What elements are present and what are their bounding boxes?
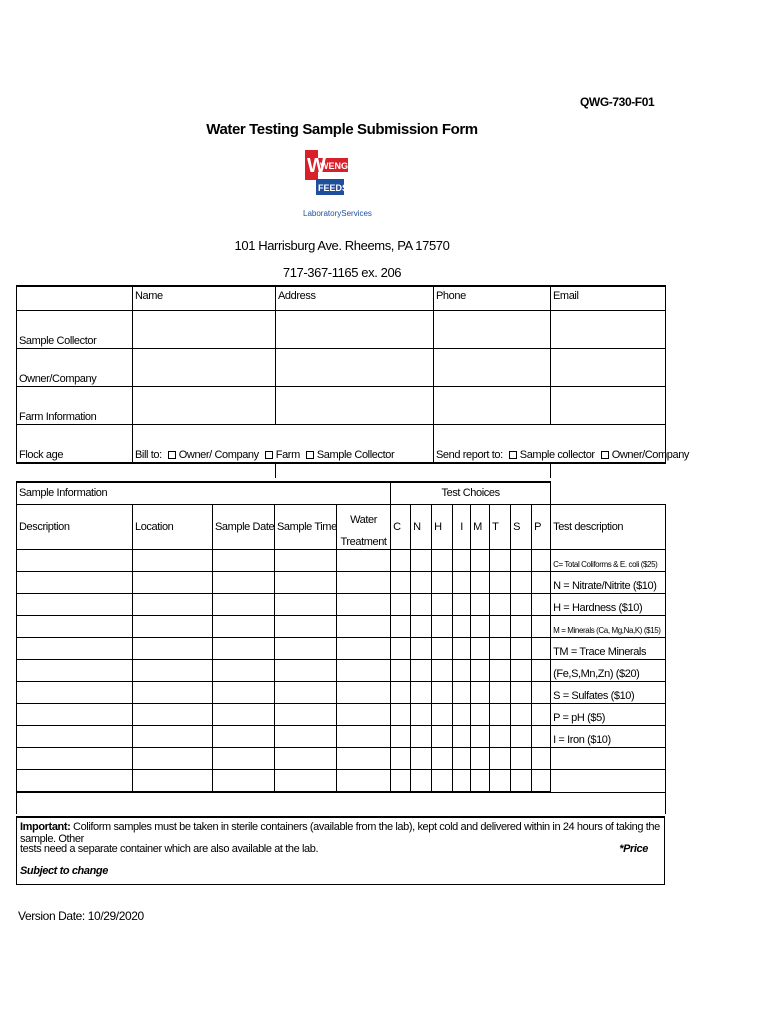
sample-entry-cell[interactable] bbox=[275, 748, 337, 770]
sample-entry-cell[interactable] bbox=[17, 638, 133, 660]
bill-farm-label: Farm bbox=[275, 449, 300, 461]
test-choice-cell[interactable] bbox=[411, 594, 432, 616]
sample-entry-cell[interactable] bbox=[213, 638, 275, 660]
sample-entry-cell[interactable] bbox=[337, 550, 391, 572]
test-choice-cell[interactable] bbox=[511, 704, 532, 726]
sample-entry-cell[interactable] bbox=[337, 660, 391, 682]
sample-entry-cell[interactable] bbox=[275, 770, 337, 793]
test-choice-cell[interactable] bbox=[432, 660, 453, 682]
sample-entry-cell[interactable] bbox=[337, 682, 391, 704]
test-choice-cell[interactable] bbox=[511, 594, 532, 616]
sample-collector-phone-field[interactable] bbox=[434, 311, 551, 349]
test-choice-cell[interactable] bbox=[411, 616, 432, 638]
test-choice-cell[interactable] bbox=[490, 770, 511, 793]
sample-entry-cell[interactable] bbox=[17, 770, 133, 793]
sample-table bbox=[16, 481, 666, 814]
test-choice-cell[interactable] bbox=[490, 726, 511, 748]
test-choice-cell[interactable] bbox=[453, 748, 471, 770]
col-test-n: N bbox=[411, 505, 432, 550]
header-address: Address bbox=[276, 286, 434, 311]
test-choice-cell[interactable] bbox=[453, 550, 471, 572]
report-collector-label: Sample collector bbox=[519, 449, 595, 461]
logo-word-feeds: FEEDS bbox=[318, 183, 349, 193]
test-choice-cell[interactable] bbox=[411, 572, 432, 594]
test-description-cell: M = Minerals (Ca, Mg,Na,K) ($15) bbox=[551, 616, 666, 638]
test-choice-cell[interactable] bbox=[411, 726, 432, 748]
sample-entry-cell[interactable] bbox=[133, 660, 213, 682]
sample-entry-cell[interactable] bbox=[133, 572, 213, 594]
header-phone: Phone bbox=[434, 286, 551, 311]
test-choice-cell[interactable] bbox=[471, 616, 490, 638]
sample-entry-cell[interactable] bbox=[133, 770, 213, 793]
sample-entry-cell[interactable] bbox=[337, 704, 391, 726]
test-choice-cell[interactable] bbox=[490, 616, 511, 638]
sample-entry-cell[interactable] bbox=[337, 594, 391, 616]
sample-entry-cell[interactable] bbox=[17, 704, 133, 726]
test-choice-cell[interactable] bbox=[532, 572, 551, 594]
report-owner-label: Owner/Company bbox=[611, 449, 690, 461]
sample-entry-cell[interactable] bbox=[133, 726, 213, 748]
test-choice-cell[interactable] bbox=[411, 660, 432, 682]
test-choice-cell[interactable] bbox=[471, 594, 490, 616]
test-description-cell: P = pH ($5) bbox=[551, 704, 666, 726]
sample-entry-cell[interactable] bbox=[337, 572, 391, 594]
sample-collector-name-field[interactable] bbox=[133, 311, 276, 349]
important-label: Important: bbox=[20, 821, 71, 833]
report-collector-checkbox[interactable] bbox=[509, 451, 517, 459]
sample-entry-cell[interactable] bbox=[17, 726, 133, 748]
bill-owner-label: Owner/ Company bbox=[178, 449, 259, 461]
farm-address-field[interactable] bbox=[276, 387, 434, 425]
test-choice-cell[interactable] bbox=[532, 550, 551, 572]
test-description-cell: H = Hardness ($10) bbox=[551, 594, 666, 616]
test-choice-cell[interactable] bbox=[511, 616, 532, 638]
test-choice-cell[interactable] bbox=[471, 726, 490, 748]
sample-row bbox=[17, 726, 666, 748]
test-choice-cell[interactable] bbox=[432, 770, 453, 793]
contact-table bbox=[16, 285, 690, 478]
sample-entry-cell[interactable] bbox=[133, 748, 213, 770]
test-choice-cell[interactable] bbox=[471, 682, 490, 704]
test-choice-cell[interactable] bbox=[391, 726, 411, 748]
test-choice-cell[interactable] bbox=[432, 748, 453, 770]
sample-entry-cell[interactable] bbox=[337, 770, 391, 793]
owner-email-field[interactable] bbox=[551, 349, 666, 387]
test-choice-cell[interactable] bbox=[532, 748, 551, 770]
test-description-cell: N = Nitrate/Nitrite ($10) bbox=[551, 572, 666, 594]
test-choice-cell[interactable] bbox=[391, 572, 411, 594]
sample-entry-cell[interactable] bbox=[17, 550, 133, 572]
col-sample-date: Sample Date bbox=[213, 505, 275, 550]
sample-collector-email-field[interactable] bbox=[551, 311, 666, 349]
bill-collector-label: Sample Collector bbox=[316, 449, 395, 461]
test-choice-cell[interactable] bbox=[532, 616, 551, 638]
sample-entry-cell[interactable] bbox=[275, 638, 337, 660]
sample-entry-cell[interactable] bbox=[275, 550, 337, 572]
col-test-p: P bbox=[532, 505, 551, 550]
sample-entry-cell[interactable] bbox=[275, 660, 337, 682]
bill-to-group bbox=[133, 425, 434, 464]
test-choice-cell[interactable] bbox=[532, 638, 551, 660]
test-choice-cell[interactable] bbox=[490, 638, 511, 660]
test-description-cell: C= Total Coliforms & E. coli ($25) bbox=[551, 550, 666, 572]
important-text-2: tests need a separate container which are also available at the lab. bbox=[20, 843, 319, 855]
test-choice-cell[interactable] bbox=[471, 660, 490, 682]
sample-row bbox=[17, 550, 666, 572]
test-choice-cell[interactable] bbox=[432, 572, 453, 594]
col-treatment: Treatment bbox=[337, 527, 391, 550]
sample-entry-cell[interactable] bbox=[213, 550, 275, 572]
sample-entry-cell[interactable] bbox=[133, 550, 213, 572]
owner-name-field[interactable] bbox=[133, 349, 276, 387]
sample-entry-cell[interactable] bbox=[213, 616, 275, 638]
test-choice-cell[interactable] bbox=[453, 704, 471, 726]
test-choice-cell[interactable] bbox=[391, 660, 411, 682]
test-choice-cell[interactable] bbox=[490, 748, 511, 770]
test-choice-cell[interactable] bbox=[490, 572, 511, 594]
header-blank bbox=[17, 286, 133, 311]
test-choice-cell[interactable] bbox=[432, 638, 453, 660]
test-choice-cell[interactable] bbox=[511, 550, 532, 572]
bill-farm-checkbox[interactable] bbox=[265, 451, 273, 459]
farm-email-field[interactable] bbox=[551, 387, 666, 425]
sample-entry-cell[interactable] bbox=[17, 616, 133, 638]
test-choice-cell[interactable] bbox=[391, 616, 411, 638]
test-choice-cell[interactable] bbox=[511, 660, 532, 682]
form-title: Water Testing Sample Submission Form bbox=[206, 121, 478, 138]
test-choice-cell[interactable] bbox=[432, 594, 453, 616]
test-choice-cell[interactable] bbox=[511, 770, 532, 793]
sample-entry-cell[interactable] bbox=[133, 616, 213, 638]
test-choice-cell[interactable] bbox=[411, 748, 432, 770]
test-choice-cell[interactable] bbox=[490, 682, 511, 704]
test-choice-cell[interactable] bbox=[471, 572, 490, 594]
sample-row bbox=[17, 638, 666, 660]
sample-row bbox=[17, 616, 666, 638]
test-choice-cell[interactable] bbox=[532, 704, 551, 726]
sample-entry-cell[interactable] bbox=[17, 660, 133, 682]
test-choice-cell[interactable] bbox=[511, 682, 532, 704]
sample-row bbox=[17, 704, 666, 726]
lab-phone: 717-367-1165 ex. 206 bbox=[282, 265, 402, 280]
sample-info-label: Sample Information bbox=[17, 482, 391, 505]
test-choice-cell[interactable] bbox=[471, 550, 490, 572]
test-description-cell: S = Sulfates ($10) bbox=[551, 682, 666, 704]
row-label-farm-information: Farm Information bbox=[17, 387, 133, 425]
sample-entry-cell[interactable] bbox=[213, 704, 275, 726]
farm-phone-field[interactable] bbox=[434, 387, 551, 425]
sample-entry-cell[interactable] bbox=[337, 616, 391, 638]
farm-name-field[interactable] bbox=[133, 387, 276, 425]
sample-entry-cell[interactable] bbox=[17, 682, 133, 704]
header-email: Email bbox=[551, 286, 666, 311]
subject-to-change: Subject to change bbox=[20, 865, 108, 877]
sample-entry-cell[interactable] bbox=[337, 638, 391, 660]
test-choice-cell[interactable] bbox=[391, 704, 411, 726]
svg-text:W: W bbox=[307, 155, 326, 177]
test-choice-cell[interactable] bbox=[453, 594, 471, 616]
sample-row bbox=[17, 748, 666, 770]
test-choice-cell[interactable] bbox=[453, 660, 471, 682]
test-choice-cell[interactable] bbox=[511, 638, 532, 660]
col-test-t: T bbox=[490, 505, 511, 550]
test-choice-cell[interactable] bbox=[511, 572, 532, 594]
sample-entry-cell[interactable] bbox=[133, 682, 213, 704]
test-choice-cell[interactable] bbox=[411, 682, 432, 704]
send-report-label: Send report to: bbox=[436, 449, 503, 461]
test-choice-cell[interactable] bbox=[453, 682, 471, 704]
sample-entry-cell[interactable] bbox=[275, 572, 337, 594]
test-choice-cell[interactable] bbox=[511, 748, 532, 770]
test-choice-cell[interactable] bbox=[453, 616, 471, 638]
header-name: Name bbox=[133, 286, 276, 311]
test-choice-cell[interactable] bbox=[471, 770, 490, 793]
test-choice-cell[interactable] bbox=[490, 704, 511, 726]
test-choice-cell[interactable] bbox=[453, 726, 471, 748]
sample-row bbox=[17, 594, 666, 616]
test-choice-cell[interactable] bbox=[532, 660, 551, 682]
sample-entry-cell[interactable] bbox=[337, 748, 391, 770]
row-label-sample-collector: Sample Collector bbox=[17, 311, 133, 349]
col-test-m: M bbox=[471, 505, 490, 550]
sample-entry-cell[interactable] bbox=[213, 770, 275, 793]
test-choice-cell[interactable] bbox=[532, 594, 551, 616]
sample-entry-cell[interactable] bbox=[213, 660, 275, 682]
sample-row bbox=[17, 682, 666, 704]
test-choice-cell[interactable] bbox=[391, 748, 411, 770]
bill-to-label: Bill to: bbox=[135, 449, 162, 461]
important-notice bbox=[16, 816, 665, 885]
price-note: *Price bbox=[619, 843, 648, 855]
test-choice-cell[interactable] bbox=[432, 616, 453, 638]
test-choices-label: Test Choices bbox=[391, 482, 551, 505]
test-choice-cell[interactable] bbox=[532, 770, 551, 793]
test-choice-cell[interactable] bbox=[453, 638, 471, 660]
document-code: QWG-730-F01 bbox=[580, 95, 655, 109]
sample-row bbox=[17, 770, 666, 793]
test-choice-cell[interactable] bbox=[511, 726, 532, 748]
sample-entry-cell[interactable] bbox=[133, 594, 213, 616]
send-report-group bbox=[434, 425, 690, 464]
col-test-s: S bbox=[511, 505, 532, 550]
test-description-cell bbox=[551, 770, 666, 793]
test-description-cell bbox=[551, 748, 666, 770]
important-text-1: Coliform samples must be taken in sterile containers (available from the lab), kept cold and delivered within in 24 hours of taking the sample. Other bbox=[20, 821, 660, 845]
version-date: Version Date: 10/29/2020 bbox=[18, 909, 144, 923]
test-choice-cell[interactable] bbox=[391, 594, 411, 616]
test-choice-cell[interactable] bbox=[432, 682, 453, 704]
test-choice-cell[interactable] bbox=[391, 770, 411, 793]
test-choice-cell[interactable] bbox=[411, 704, 432, 726]
col-location: Location bbox=[133, 505, 213, 550]
sample-entry-cell[interactable] bbox=[213, 726, 275, 748]
col-water: Water bbox=[337, 505, 391, 528]
logo-word-lab: LaboratoryServices bbox=[303, 209, 372, 218]
sample-entry-cell[interactable] bbox=[213, 748, 275, 770]
test-choice-cell[interactable] bbox=[411, 550, 432, 572]
owner-phone-field[interactable] bbox=[434, 349, 551, 387]
logo-word-wenger: WENGER bbox=[320, 161, 361, 171]
sample-row bbox=[17, 572, 666, 594]
sample-entry-cell[interactable] bbox=[275, 594, 337, 616]
test-choice-cell[interactable] bbox=[532, 726, 551, 748]
test-choice-cell[interactable] bbox=[432, 726, 453, 748]
test-choice-cell[interactable] bbox=[391, 682, 411, 704]
test-choice-cell[interactable] bbox=[411, 770, 432, 793]
sample-entry-cell[interactable] bbox=[337, 726, 391, 748]
test-choice-cell[interactable] bbox=[490, 550, 511, 572]
row-label-flock-age: Flock age bbox=[17, 425, 133, 464]
sample-entry-cell[interactable] bbox=[275, 704, 337, 726]
col-test-c: C bbox=[391, 505, 411, 550]
company-logo bbox=[303, 150, 373, 222]
sample-entry-cell[interactable] bbox=[133, 638, 213, 660]
sample-entry-cell[interactable] bbox=[17, 572, 133, 594]
test-choice-cell[interactable] bbox=[532, 682, 551, 704]
test-choice-cell[interactable] bbox=[471, 638, 490, 660]
col-test-description: Test description bbox=[551, 505, 666, 550]
test-choice-cell[interactable] bbox=[432, 550, 453, 572]
test-choice-cell[interactable] bbox=[471, 748, 490, 770]
test-choice-cell[interactable] bbox=[453, 770, 471, 793]
test-description-cell: (Fe,S,Mn,Zn) ($20) bbox=[551, 660, 666, 682]
row-label-owner-company: Owner/Company bbox=[17, 349, 133, 387]
col-description: Description bbox=[17, 505, 133, 550]
test-choice-cell[interactable] bbox=[411, 638, 432, 660]
bill-owner-checkbox[interactable] bbox=[168, 451, 176, 459]
sample-entry-cell[interactable] bbox=[213, 682, 275, 704]
sample-entry-cell[interactable] bbox=[275, 616, 337, 638]
sample-entry-cell[interactable] bbox=[275, 726, 337, 748]
sample-entry-cell[interactable] bbox=[275, 682, 337, 704]
test-choice-cell[interactable] bbox=[471, 704, 490, 726]
col-test-h: H bbox=[432, 505, 453, 550]
test-choice-cell[interactable] bbox=[391, 638, 411, 660]
sample-row bbox=[17, 660, 666, 682]
test-choice-cell[interactable] bbox=[432, 704, 453, 726]
sample-entry-cell[interactable] bbox=[133, 704, 213, 726]
report-owner-checkbox[interactable] bbox=[601, 451, 609, 459]
sample-entry-cell[interactable] bbox=[17, 594, 133, 616]
test-description-cell: I = Iron ($10) bbox=[551, 726, 666, 748]
lab-address: 101 Harrisburg Ave. Rheems, PA 17570 bbox=[234, 238, 450, 253]
col-sample-time: Sample Time bbox=[275, 505, 337, 550]
owner-address-field[interactable] bbox=[276, 349, 434, 387]
sample-collector-address-field[interactable] bbox=[276, 311, 434, 349]
bill-collector-checkbox[interactable] bbox=[306, 451, 314, 459]
test-choice-cell[interactable] bbox=[490, 594, 511, 616]
col-test-i: I bbox=[453, 505, 471, 550]
test-choice-cell[interactable] bbox=[490, 660, 511, 682]
sample-entry-cell[interactable] bbox=[17, 748, 133, 770]
test-choice-cell[interactable] bbox=[453, 572, 471, 594]
test-description-cell: TM = Trace Minerals bbox=[551, 638, 666, 660]
sample-entry-cell[interactable] bbox=[213, 594, 275, 616]
sample-entry-cell[interactable] bbox=[213, 572, 275, 594]
test-choice-cell[interactable] bbox=[391, 550, 411, 572]
